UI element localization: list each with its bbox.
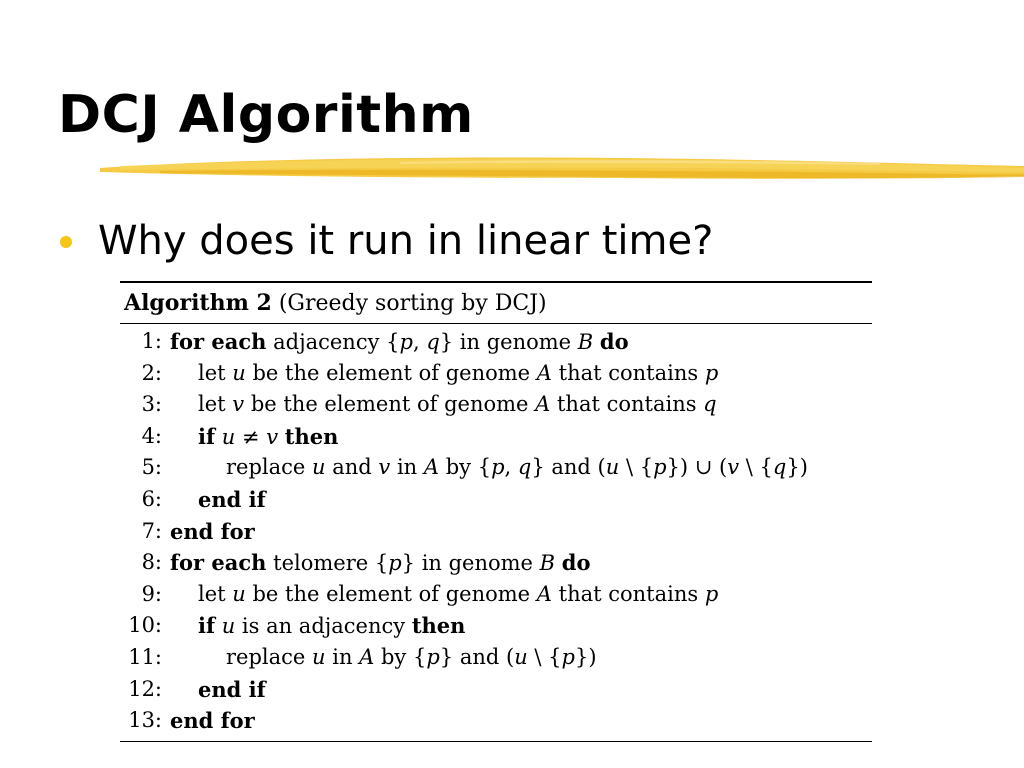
algorithm-line bbox=[120, 516, 872, 548]
line-number: 10: bbox=[128, 613, 162, 638]
algorithm-line bbox=[120, 421, 872, 453]
line-number: 3: bbox=[141, 392, 162, 417]
algorithm-body bbox=[120, 324, 872, 741]
line-number: 2: bbox=[141, 360, 162, 385]
line-number: 1: bbox=[141, 329, 162, 353]
line-code: end if bbox=[198, 486, 266, 512]
line-number: 8: bbox=[141, 550, 162, 575]
line-code: for each telomere {p} in genome B do bbox=[170, 550, 591, 576]
line-code: if u ≠ v then bbox=[198, 423, 339, 449]
line-number: 6: bbox=[141, 486, 162, 511]
line-number: 11: bbox=[128, 644, 162, 669]
algorithm-line bbox=[120, 452, 872, 484]
bullet-dot-icon bbox=[60, 236, 72, 248]
line-code: end for bbox=[170, 518, 255, 544]
algorithm-line bbox=[120, 389, 872, 421]
line-number: 13: bbox=[128, 708, 162, 733]
line-number: 4: bbox=[141, 423, 162, 448]
algorithm-line bbox=[120, 579, 872, 611]
line-code: let u be the element of genome A that contains p bbox=[198, 581, 719, 606]
algorithm-header bbox=[120, 283, 872, 323]
line-number: 5: bbox=[141, 455, 162, 480]
line-code: let v be the element of genome A that contains q bbox=[198, 392, 717, 417]
algorithm-caption: (Greedy sorting by DCJ) bbox=[278, 291, 547, 316]
line-code: let u be the element of genome A that contains p bbox=[198, 360, 719, 385]
title-underline-brushstroke bbox=[100, 150, 1024, 190]
algorithm-line bbox=[120, 642, 872, 674]
algorithm-line bbox=[120, 358, 872, 390]
line-code: replace u and v in A by {p, q} and (u \ {p}) ∪ (v \ {q}) bbox=[226, 455, 808, 480]
line-number: 9: bbox=[141, 581, 162, 606]
line-number: 7: bbox=[141, 518, 162, 543]
bottom-rule bbox=[120, 741, 872, 742]
line-code: end for bbox=[170, 708, 255, 734]
algorithm-label: Algorithm 2 bbox=[124, 290, 272, 316]
algorithm-line bbox=[120, 326, 872, 358]
slide-title: DCJ Algorithm bbox=[58, 85, 474, 145]
line-code: replace u in A by {p} and (u \ {p}) bbox=[226, 644, 597, 669]
algorithm-box bbox=[120, 281, 872, 742]
algorithm-line bbox=[120, 484, 872, 516]
algorithm-line bbox=[120, 547, 872, 579]
algorithm-line bbox=[120, 610, 872, 642]
algorithm-line bbox=[120, 674, 872, 706]
line-code: end if bbox=[198, 676, 266, 702]
bullet-text: Why does it run in linear time? bbox=[98, 218, 714, 264]
algorithm-line bbox=[120, 705, 872, 737]
line-number: 12: bbox=[128, 676, 162, 701]
line-code: for each adjacency {p, q} in genome B do bbox=[170, 329, 629, 354]
bullet-item bbox=[60, 218, 713, 264]
line-code: if u is an adjacency then bbox=[198, 613, 466, 639]
